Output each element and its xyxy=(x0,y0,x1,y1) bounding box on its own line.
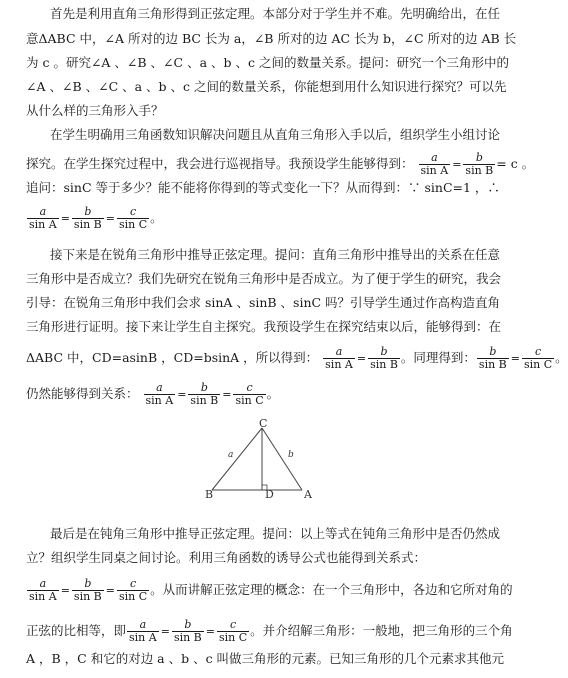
p1-line-5: 从什么样的三角形入手？ xyxy=(26,103,164,118)
p2-line-3: 追问：sinC 等于多少？能不能将你得到的等式变化一下？从而得到：∵ sinC=1 ，∴ xyxy=(26,180,500,195)
foot-label-D: D xyxy=(265,488,274,501)
fraction-c-over-sinC: $\frac{c}{\text{sin C}}$ xyxy=(235,381,264,407)
fraction-b-over-sinB: $\frac{b}{\text{sin B}}$ xyxy=(478,345,507,371)
p2-line-4-end: 。 xyxy=(150,210,163,225)
fraction-c-over-sinC: $\frac{c}{\text{sin C}}$ xyxy=(523,345,553,371)
p3-line-5-mid: 。同理得到： xyxy=(400,350,476,365)
fraction-c-over-sinC: $\frac{c}{\text{sin C}}$ xyxy=(118,577,148,603)
fraction-a-over-sinA: $\frac{a}{\text{sin A}}$ xyxy=(325,345,353,371)
fraction-b-over-sinB: $\frac{b}{\text{sin B}}$ xyxy=(465,151,494,177)
fraction-b-over-sinB: $\frac{b}{\text{sin B}}$ xyxy=(173,618,202,644)
p4-line-4: 正弦的比相等，即 $\frac{a}{\text{sin A}}$ = $\frac{b}{\text{sin B}}$ = $\frac{c}{\text{sin C}}$ 。并介绍解三角形：一般地，把三角形的三个角 xyxy=(26,618,513,644)
fraction-a-over-sinA: $\frac{a}{\text{sin A}}$ xyxy=(129,618,157,644)
fraction-a-over-sinA: $\frac{a}{\text{sin A}}$ xyxy=(29,577,57,603)
fraction-c-over-sinC: $\frac{c}{\text{sin C}}$ xyxy=(118,205,148,231)
vertex-label-A: A xyxy=(304,488,312,501)
triangle-side-left xyxy=(212,428,262,490)
p2-line-2-end: = c 。 xyxy=(496,156,535,171)
fraction-b-over-sinB: $\frac{b}{\text{sin B}}$ xyxy=(370,345,398,371)
p4-line-5: A ，B ，C 和它的对边 a 、b 、c 叫做三角形的元素。已知三角形的几个元素求其他元 xyxy=(26,651,505,666)
side-label-b: b xyxy=(288,450,294,460)
p3-line-5-text: ΔABC 中，CD=asinB ，CD=bsinA ，所以得到： xyxy=(26,350,319,365)
p4-line-3-text: 。从而讲解正弦定理的概念：在一个三角形中，各边和它所对角的 xyxy=(150,582,513,597)
p1-line-2: 意ΔABC 中，∠A 所对的边 BC 长为 a，∠B 所对的边 AC 长为 b，∠C 所对的边 AB 长 xyxy=(26,31,517,46)
triangle-side-right xyxy=(262,428,302,490)
side-label-a: a xyxy=(228,450,234,460)
p2-line-2: 探究。在学生探究过程中，我会进行巡视指导。我预设学生能够得到： $\frac{a}{\text{sin A}}$ = $\frac{b}{\text{sin B}}$ = c 。 xyxy=(26,151,535,177)
fraction-b-over-sinB: $\frac{b}{\text{sin B}}$ xyxy=(190,381,219,407)
p3-line-6-end: 。 xyxy=(266,386,280,401)
p2-line-1: 在学生明确用三角函数知识解决问题且从直角三角形入手以后，组织学生小组讨论 xyxy=(50,127,501,142)
p3-line-3: 引导：在锐角三角形中我们会求 sinA 、sinB 、sinC 吗？引导学生通过作高构造直角 xyxy=(26,295,501,310)
p1-line-4: ∠A 、∠B 、∠C 、a 、b 、c 之间的数量关系，你能想到用什么知识进行探究？可以先 xyxy=(26,79,507,94)
p2-line-2-text: 探究。在学生探究过程中，我会进行巡视指导。我预设学生能够得到： xyxy=(26,156,414,171)
fraction-a-over-sinA: $\frac{a}{\text{sin A}}$ xyxy=(420,151,449,177)
p3-line-4: 三角形进行证明。接下来让学生自主探究。我预设学生在探究结束以后，能够得到：在 xyxy=(26,319,502,334)
fraction-b-over-sinB: $\frac{b}{\text{sin B}}$ xyxy=(73,577,102,603)
p3-line-5-end: 。 xyxy=(555,350,568,365)
p4-line-1: 最后是在钝角三角形中推导正弦定理。提问：以上等式在钝角三角形中是否仍然成 xyxy=(50,526,501,541)
p3-line-2: 三角形中是否成立？我们先研究在锐角三角形中是否成立。为了便于学生的研究，我会 xyxy=(26,271,502,286)
p4-line-4-text: 正弦的比相等，即 xyxy=(26,623,127,638)
vertex-label-B: B xyxy=(205,488,214,501)
fraction-b-over-sinB: $\frac{b}{\text{sin B}}$ xyxy=(73,205,102,231)
fraction-a-over-sinA: $\frac{a}{\text{sin A}}$ xyxy=(29,205,57,231)
p4-line-3: $\frac{a}{\text{sin A}}$ = $\frac{b}{\text{sin B}}$ = $\frac{c}{\text{sin C}}$ 。从而讲解正弦定理的概念：在一个三角形中，各边和它所对角的 xyxy=(29,577,513,603)
p4-line-2: 立？组织学生同桌之间讨论。利用三角函数的诱导公式也能得到关系式： xyxy=(26,550,427,565)
p3-line-1: 接下来是在锐角三角形中推导正弦定理。提问：直角三角形中推导出的关系在任意 xyxy=(50,247,501,262)
p3-line-5: ΔABC 中，CD=asinB ，CD=bsinA ，所以得到： $\frac{a}{\text{sin A}}$ = $\frac{b}{\text{sin B}}$ 。同理得到： $\frac{b}{\text{sin B}}$ = $\frac{c}{\text{sin C}}$ 。 xyxy=(26,345,568,371)
fraction-c-over-sinC: $\frac{c}{\text{sin C}}$ xyxy=(218,618,248,644)
p2-line-4: $\frac{a}{\text{sin A}}$ = $\frac{b}{\text{sin B}}$ = $\frac{c}{\text{sin C}}$ 。 xyxy=(29,205,163,231)
vertex-label-C: C xyxy=(259,417,268,430)
p4-line-4-end: 。并介绍解三角形：一般地，把三角形的三个角 xyxy=(250,623,513,638)
fraction-a-over-sinA: $\frac{a}{\text{sin A}}$ xyxy=(145,381,174,407)
p1-line-1: 首先是利用直角三角形得到正弦定理。本部分对于学生并不难。先明确给出，在任 xyxy=(50,6,501,21)
p1-line-3: 为 c 。研究∠A 、∠B 、∠C 、a 、b 、c 之间的数量关系。提问：研究一个三角形中的 xyxy=(26,55,509,70)
p3-line-6-text: 仍然能够得到关系： xyxy=(26,386,139,401)
triangle-figure xyxy=(204,417,314,501)
p3-line-6: 仍然能够得到关系： $\frac{a}{\text{sin A}}$ = $\frac{b}{\text{sin B}}$ = $\frac{c}{\text{sin C}}$ 。 xyxy=(26,381,280,407)
